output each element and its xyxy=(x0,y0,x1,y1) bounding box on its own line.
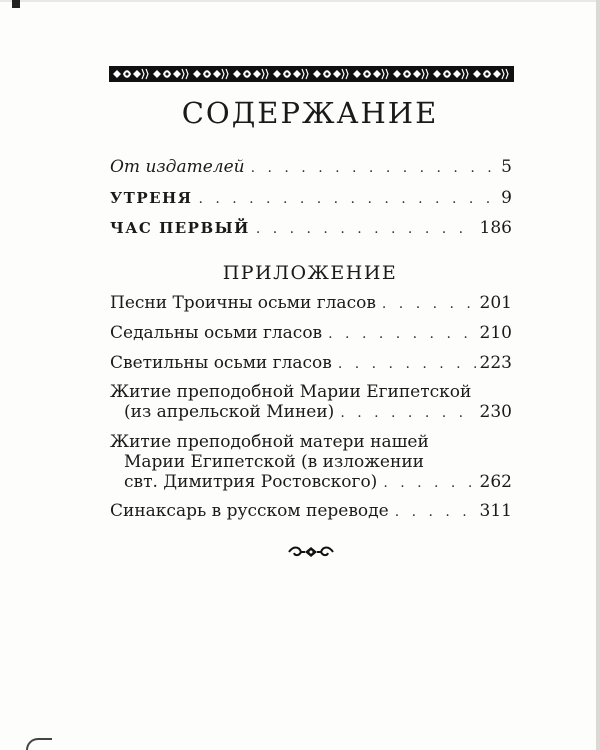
toc-entry-title-line: свт. Димитрия Ростовского) xyxy=(124,472,378,492)
toc-entry[interactable] xyxy=(110,157,512,178)
dot-leader xyxy=(382,294,476,314)
dot-leader xyxy=(198,189,497,209)
toc-entry-page: 210 xyxy=(479,323,512,343)
appendix-entry[interactable] xyxy=(110,432,512,493)
end-ornament xyxy=(287,544,335,560)
dot-leader xyxy=(340,403,475,423)
toc-entry-page: 230 xyxy=(479,402,512,422)
toc-entry-page: 262 xyxy=(479,472,512,492)
toc-entry-title-line: Житие преподобной матери нашей xyxy=(110,432,429,452)
toc-entry-page: 9 xyxy=(501,188,512,208)
toc-heading: СОДЕРЖАНИЕ xyxy=(181,96,439,130)
dot-leader xyxy=(256,219,476,239)
toc-entry-page: 186 xyxy=(479,218,512,238)
toc-entry-title: Песни Троичны осьми гласов xyxy=(110,293,376,313)
scan-mark xyxy=(26,738,52,750)
dot-leader xyxy=(395,502,476,522)
appendix-entry[interactable] xyxy=(110,501,512,522)
appendix-entry[interactable] xyxy=(110,382,512,423)
ornament-band xyxy=(109,66,514,82)
appendix-entry[interactable] xyxy=(110,293,512,314)
dot-leader xyxy=(251,158,498,178)
appendix-entry[interactable] xyxy=(110,323,512,344)
toc-entry-title: ЧАС ПЕРВЫЙ xyxy=(110,219,250,237)
dot-leader xyxy=(338,354,476,374)
toc-entry-title: Светильны осьми гласов xyxy=(110,353,332,373)
appendix-heading: ПРИЛОЖЕНИЕ xyxy=(222,262,398,284)
toc-entry-title: Седальны осьми гласов xyxy=(110,323,323,343)
appendix-entry[interactable] xyxy=(110,353,512,374)
toc-entry-title-line: Марии Египетской (в изложении xyxy=(124,452,424,472)
toc-entry-title: УТРЕНЯ xyxy=(110,189,193,207)
toc-entry-title: От издателей xyxy=(110,157,245,177)
toc-entry[interactable] xyxy=(110,218,512,239)
toc-entry[interactable] xyxy=(110,188,512,209)
toc-entry-title-line: Житие преподобной Марии Египетской xyxy=(110,382,472,402)
page-edge xyxy=(0,0,600,2)
toc-entry-page: 201 xyxy=(479,293,512,313)
toc-entry-page: 223 xyxy=(479,353,512,373)
scan-mark xyxy=(12,0,20,8)
toc-entry-page: 5 xyxy=(501,157,512,177)
dot-leader xyxy=(328,324,475,344)
toc-entry-title-line: (из апрельской Минеи) xyxy=(124,402,335,422)
toc-entry-title: Синаксарь в русском переводе xyxy=(110,501,389,521)
toc-entry-page: 311 xyxy=(479,501,512,521)
dot-leader xyxy=(383,473,475,493)
